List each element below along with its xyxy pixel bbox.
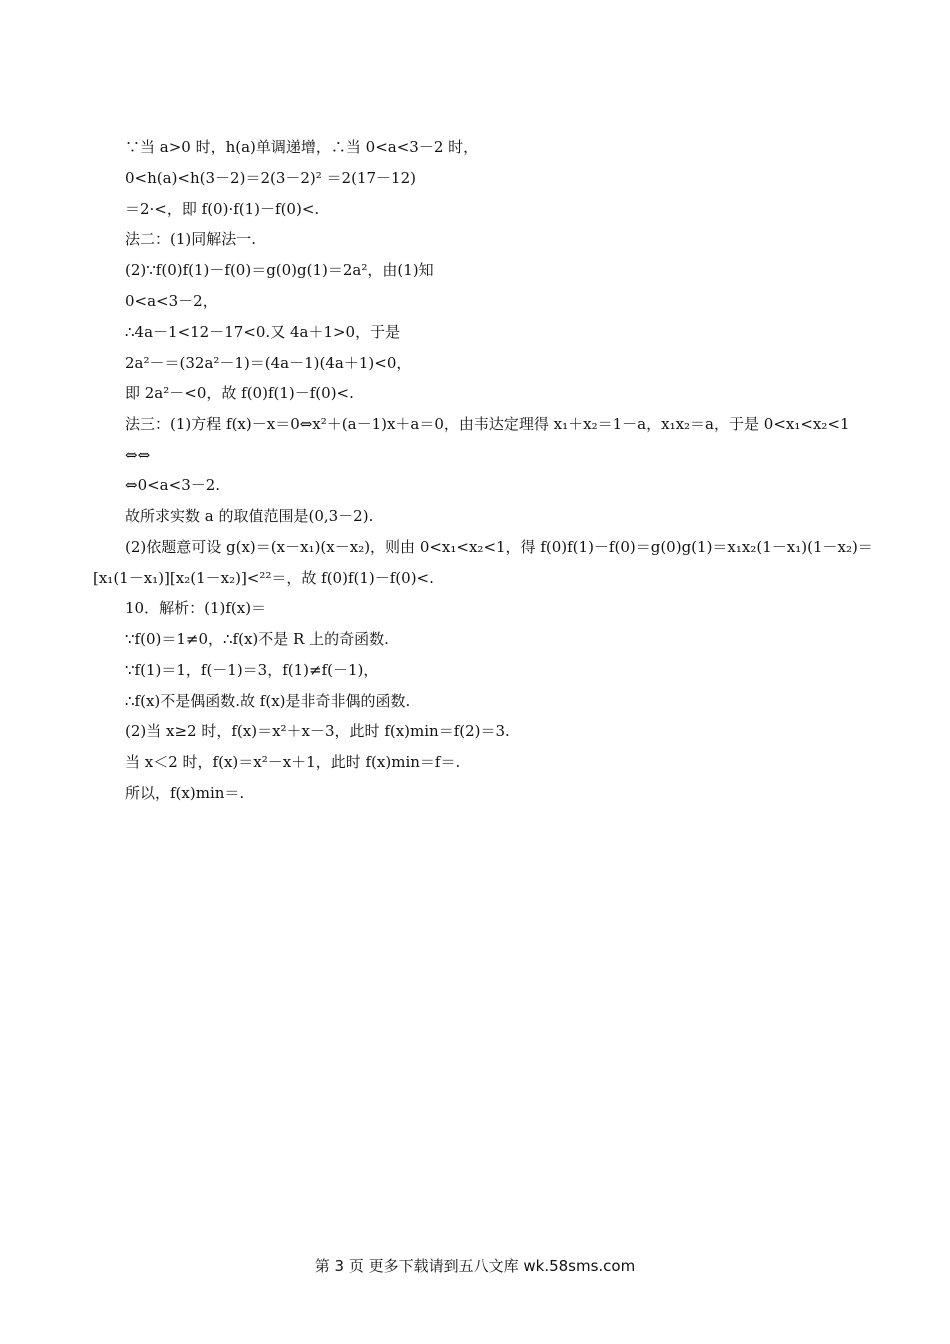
text-line-19: ∴f(x)不是偶函数.故 f(x)是非奇非偶的函数. (125, 692, 411, 710)
problem-10-heading: 10．解析：(1)f(x)＝ (125, 599, 267, 617)
method-three-line: 法三：(1)方程 f(x)－x＝0⇔x²＋(a－1)x＋a＝0，由韦达定理得 x₁＋x₂＝1－a，x₁x₂＝a，于是 0<x₁<x₂<1 (125, 415, 850, 433)
text-line-2: 0<h(a)<h(3－2)＝2(3－2)² ＝2(17－12) (125, 169, 416, 187)
text-line-15: [x₁(1－x₁)][x₂(1－x₂)]<²²＝，故 f(0)f(1)－f(0)<. (93, 569, 434, 587)
text-line-1: ∵当 a>0 时，h(a)单调递增，∴当 0<a<3－2 时， (125, 138, 479, 156)
text-line-11: ⇔⇔ (125, 446, 151, 464)
text-line-20: (2)当 x≥2 时，f(x)＝x²＋x－3，此时 f(x)min＝f(2)＝3. (125, 722, 510, 740)
text-line-8: 2a²－＝(32a²－1)＝(4a－1)(4a＋1)<0， (125, 354, 412, 372)
text-line-7: ∴4a－1<12－17<0.又 4a＋1>0，于是 (125, 323, 401, 341)
method-two-heading: 法二：(1)同解法一. (125, 230, 257, 248)
text-line-5: (2)∵f(0)f(1)－f(0)＝g(0)g(1)＝2a²，由(1)知 (125, 261, 434, 279)
text-line-13: 故所求实数 a 的取值范围是(0,3－2). (125, 507, 374, 525)
text-line-14: (2)依题意可设 g(x)＝(x－x₁)(x－x₂)，则由 0<x₁<x₂<1，得 f(0)f(1)－f(0)＝g(0)g(1)＝x₁x₂(1－x₁)(1－x₂)＝ (125, 538, 873, 556)
text-line-17: ∵f(0)＝1≠0，∴f(x)不是 R 上的奇函数. (125, 630, 389, 648)
text-line-18: ∵f(1)＝1，f(－1)＝3，f(1)≠f(－1)， (125, 661, 379, 679)
page-footer: 第 3 页 更多下载请到五八文库 wk.58sms.com (314, 1257, 636, 1275)
text-line-22: 所以，f(x)min＝. (125, 784, 245, 802)
text-line-12: ⇔0<a<3－2. (125, 476, 221, 494)
text-line-6: 0<a<3－2， (125, 292, 218, 310)
text-line-9: 即 2a²－<0，故 f(0)f(1)－f(0)<. (125, 384, 354, 402)
text-line-21: 当 x＜2 时，f(x)＝x²－x＋1，此时 f(x)min＝f＝. (125, 753, 461, 771)
text-line-3: ＝2·<，即 f(0)·f(1)－f(0)<. (125, 200, 320, 218)
